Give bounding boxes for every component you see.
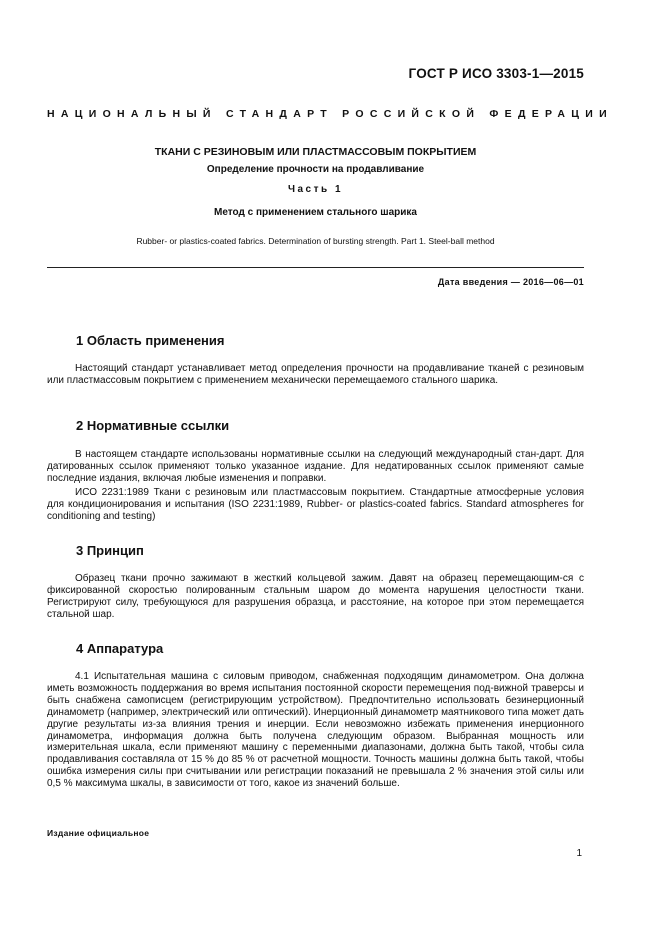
section-paragraph: В настоящем стандарте использованы нормативные ссылки на следующий международный стан-дарт. Для датированных ссылок применяют только указанное издание. Для недатированных ссылок применяют самые последние издания, включая любые изменения и поправки. — [47, 449, 584, 484]
part-label: Часть 1 — [287, 184, 344, 195]
title-divider — [47, 267, 584, 268]
section-heading-principle: 3 Принцип — [76, 543, 144, 558]
section-paragraph: ИСО 2231:1989 Ткани с резиновым или пластмассовым покрытием. Стандартные атмосферные условия для кондиционирования и испытания (ISO 2231:1989, Rubber- or plastics-coated fabrics. Standard atmospheres for conditioning and testing) — [47, 487, 584, 522]
document-title: ТКАНИ С РЕЗИНОВЫМ ИЛИ ПЛАСТМАССОВЫМ ПОКРЫТИЕМ — [154, 146, 477, 158]
gost-code: ГОСТ Р ИСО 3303-1—2015 — [408, 66, 584, 81]
section-paragraph: 4.1 Испытательная машина с силовым приводом, снабженная подходящим динамометром. Она должна иметь возможность поддержания во время испытания постоянной скорости перемещения под-вижной траверсы и быть снабжена самописцем (регистрирующим устройством). Предпочтительно использовать безинерционный динамометр (например, электрический или оптический). Инерционный динамометр маятникового типа может дать другие результаты из-за влияния трения и инерции. Если невозможно избежать применения инерционного динамометра, информация должна быть получена следующим образом. Выбранная мощность или измерительная шкала, если применяют машину с переменными диапазонами, должна быть такой, чтобы сила продавливания составляла от 15 % до 85 % от расчетной мощности. Точность машины должна быть такой, чтобы ошибка измерения силы при считывании или регистрации показаний не превышала 2 % значения этой силы или 0,5 % максимума шкалы, в зависимости от того, какое из значений больше. — [47, 671, 584, 790]
section-heading-references: 2 Нормативные ссылки — [76, 418, 230, 433]
document-subtitle: Определение прочности на продавливание — [206, 164, 425, 175]
national-standard-banner: НАЦИОНАЛЬНЫЙ СТАНДАРТ РОССИЙСКОЙ ФЕДЕРАЦИИ — [47, 108, 613, 120]
method-title: Метод с применением стального шарика — [214, 207, 417, 218]
english-title: Rubber- or plastics-coated fabrics. Determination of bursting strength. Part 1. Steel-ball method — [136, 236, 495, 246]
introduction-date: Дата введения — 2016—06—01 — [437, 277, 584, 287]
section-paragraph: Настоящий стандарт устанавливает метод определения прочности на продавливание тканей с резиновым или пластмассовым покрытием с применением механически перемещаемого стального шарика. — [47, 363, 584, 386]
section-heading-apparatus: 4 Аппаратура — [76, 641, 164, 656]
page-number: 1 — [576, 848, 582, 859]
edition-label: Издание официальное — [47, 828, 150, 838]
section-heading-scope: 1 Область применения — [76, 333, 225, 348]
section-paragraph: Образец ткани прочно зажимают в жесткий кольцевой зажим. Давят на образец перемещающим-ся с фиксированной скоростью полированным стальным шаром до момента нарушения целостности ткани. Регистрируют силу, требующуюся для разрушения образца, и расстояние, на которое при этом перемещается стальной шар. — [47, 573, 584, 620]
